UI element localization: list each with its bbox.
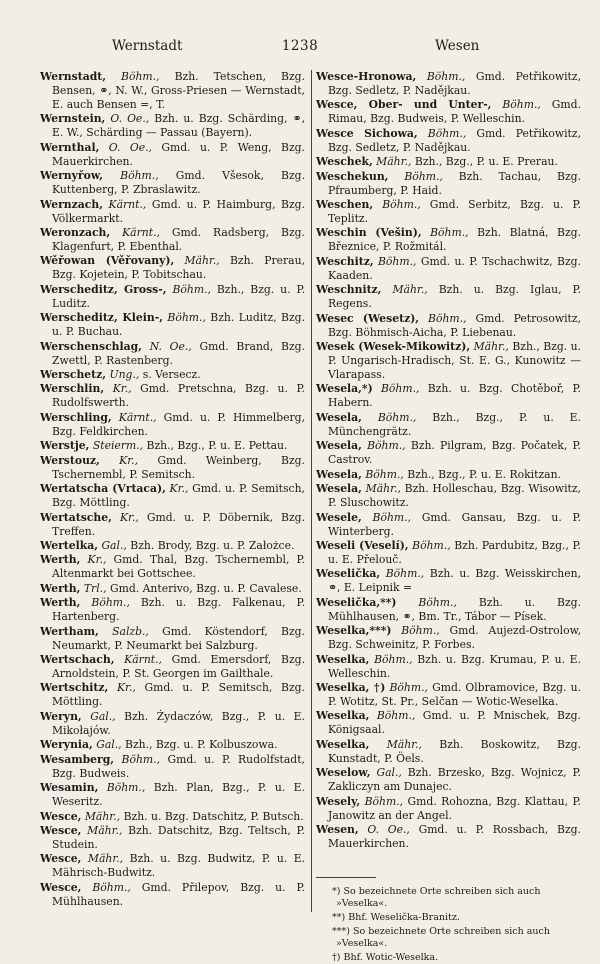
entry-region: Böhm., [378,254,417,268]
gazetteer-entry [40,553,305,581]
entry-region: Gal., [90,709,116,723]
gazetteer-entry [316,439,581,467]
entry-details: Gmd. u. P. Rudolfstadt, Bzg. Budweis. [52,752,305,780]
gazetteer-entry [316,511,581,539]
entry-region: Mähr., [376,155,412,169]
gazetteer-entry [316,738,581,766]
entry-headword: Wesamin, [40,781,99,795]
footnote: †) Bhf. Wotic-Weselka. [332,951,439,963]
gazetteer-entry [40,454,305,482]
entry-details: Gmd. u. P. Semitsch, Bzg. Möttling. [52,482,305,510]
footnote-divider [316,877,376,878]
entry-details: Bzh. u. Bzg. Iglau, P. Regens. [328,283,582,311]
gazetteer-entry [40,539,305,553]
entry-headword: Wernzach, [40,197,103,211]
page-number: 1238 [281,38,319,54]
right-column [316,70,581,964]
entry-details: Gmd. u. P. Rossbach, Bzg. Mauerkirchen. [328,823,581,850]
entry-details: Bzh. u. Bzg. Chotěboř, P. Habern. [328,382,581,410]
entry-details: Bzh. Luditz, Bzg. u. P. Buchau. [52,311,306,339]
entry-details: Gmd. Rimau, Bzg. Budweis, P. Welleschin. [328,98,582,126]
entry-headword: Wertschitz, [40,681,109,695]
entry-headword: Weseli (Veselí), [316,538,409,552]
entry-region: Böhm., [427,126,467,140]
entry-region: Kr., [169,482,189,496]
page-header [0,38,600,60]
footnote: **) Bhf. Weselička-Branitz. [332,911,460,923]
gazetteer-entry [40,881,305,909]
entry-headword: Werynia, [40,738,93,752]
entry-details: Bzh. Pilgram, Bzg. Počatek, P. Castrov. [328,439,581,467]
gazetteer-entry [40,625,305,653]
entry-details: Gmd. u. P. Weng, Bzg. Mauerkirchen. [52,140,305,168]
entry-region: Böhm., [364,794,404,808]
gazetteer-entry [316,198,581,226]
entry-region: Böhm., [367,439,406,453]
entry-details: Bzh. Blatná, Bzg. Březnice, P. Rožmitál. [328,226,582,254]
entry-details: Bzh. Boskowitz, Bzg. Kunstadt, P. Öels. [328,737,581,765]
entry-details: Bzh. u. Bzg. Falkenau, P. Hartenberg. [52,596,305,624]
gazetteer-entry [40,753,305,781]
entry-details: Gmd. Všesok, Bzg. Kuttenberg, P. Zbraslawitz. [52,169,306,197]
entry-headword: Wesce Sichowa, [316,126,418,140]
gazetteer-entry [40,653,305,681]
entry-details: Gmd. u. P. Mnischek, Bzg. Königsaal. [328,709,581,737]
entry-details: Gmd. Weinberg, Bzg. Tschernembl, P. Semitsch. [52,453,305,481]
entry-details: Gmd. Přilepov, Bzg. u. P. Mühlhausen. [52,880,305,908]
gazetteer-entry [40,810,305,824]
entry-region: Mähr., [365,482,401,496]
entry-headword: Wesele, [316,510,362,524]
gazetteer-entry [40,226,305,254]
entry-headword: Weselička, [316,567,381,581]
gazetteer-entry [40,738,305,752]
entry-region: O. Oe., [367,823,410,837]
gazetteer-entry [316,255,581,283]
entry-headword: Werstouz, [40,453,100,467]
entry-details: Gmd. Pretschna, Bzg. u. P. Rudolfswerth. [52,382,305,410]
entry-region: Steierm., [92,439,144,453]
entry-details: Gmd. u. P. Döbernik, Bzg. Treffen. [52,510,306,538]
entry-details: Bzh. Brody, Bzg. u. P. Założce. [126,538,295,552]
entry-region: Kr., [116,681,136,695]
entry-region: Böhm., [502,98,541,112]
entry-region: Böhm., [376,709,416,723]
entry-headword: Wesely, [316,794,361,808]
entry-headword: Werth, [40,596,81,610]
entry-details: Bzh. u. Bzg. Weisskirchen, ⚭, E. Leipnik = [328,567,581,595]
entry-region: Böhm., [428,311,467,325]
entry-region: Gal., [101,538,127,552]
entry-details: Gmd. Anterivo, Bzg. u. P. Cavalese. [106,581,302,595]
entry-region: N. Oe., [149,339,192,353]
gazetteer-entry [316,539,581,567]
gazetteer-entry [40,852,305,880]
gazetteer-entry [316,155,581,169]
entry-details: Gmd. u. P. Haimburg, Bzg. Völkermarkt. [52,197,306,225]
entry-details: Bzh., Bzg. u. P. Luditz. [52,282,305,310]
entry-headword: Wertatscha (Vrtaca), [40,482,166,496]
gazetteer-entry [40,368,305,382]
entry-headword: Wesamberg, [40,752,115,766]
entry-region: Gal., [376,766,402,780]
entry-details: Gmd. Aujezd-Ostrolow, Bzg. Schweinitz, P. Forbes. [328,624,582,652]
entry-details: Gmd. Thal, Bzg. Tschernembl, P. Altenmarkt bei Gottschee. [52,553,305,581]
entry-headword: Weschin (Vešin), [316,226,422,240]
entry-region: Mähr., [473,340,509,354]
entry-region: Kr., [119,453,139,467]
entry-headword: Werschling, [40,410,112,424]
entry-headword: Weselow, [316,766,371,780]
entry-region: Böhm., [120,169,159,183]
entry-region: Böhm., [365,467,404,481]
gazetteer-entry [40,824,305,852]
gazetteer-entry [40,112,305,140]
entry-region: Mähr., [87,852,124,866]
footnote: *) So bezeichnete Orte schreiben sich auch »Veselka«. [332,885,541,909]
entry-region: Mähr., [392,283,428,297]
entry-region: Böhm., [374,652,413,666]
entry-region: Böhm., [92,880,131,894]
gazetteer-entry [316,98,581,126]
gazetteer-entry [40,70,305,112]
entry-details: Bzh. Holleschau, Bzg. Wisowitz, P. Sluschowitz. [328,482,581,510]
entry-region: Böhm., [426,70,466,83]
gazetteer-entry [40,781,305,809]
entry-region: O. Oe., [108,140,152,154]
entry-region: Kr., [87,553,107,567]
header-right-word: Wesen [435,38,480,54]
entry-details: Bzh. u. Bzg. Mühlhausen, ⚭, Bm. Tr., Tábor — Písek. [328,595,582,623]
gazetteer-entry [40,141,305,169]
entry-region: Böhm., [372,510,412,524]
entry-details: Bzh., Bzg., P. u. E. Prerau. [411,155,558,169]
gazetteer-entry [40,681,305,709]
entry-region: Böhm., [404,169,443,183]
gazetteer-entry [40,198,305,226]
entry-headword: Weronzach, [40,225,111,239]
entry-details: Bzh. Pardubitz, Bzg., P. u. E. Přelouč. [328,538,581,566]
entry-headword: Weselka,***) [316,624,392,638]
entry-headword: Wertelka, [40,538,98,552]
entry-headword: Wesce, [40,852,82,866]
entry-region: Böhm., [412,538,451,552]
entry-details: Bzh. Żydaczów, Bzg., P. u. E. Mikołajów. [52,709,305,737]
gazetteer-entry [316,226,581,254]
entry-headword: Weselka, †) [316,680,386,694]
gazetteer-entry [316,823,581,851]
gazetteer-entry [40,582,305,596]
entry-region: Böhm., [430,226,469,240]
entry-region: Böhm., [389,680,428,694]
gazetteer-entry [316,709,581,737]
gazetteer-entry [40,511,305,539]
gazetteer-entry [40,283,305,311]
entry-region: Böhm., [382,198,421,212]
entry-region: Böhm., [91,596,130,610]
entry-headword: Wesela,*) [316,382,373,396]
entry-headword: Wertatsche, [40,510,112,524]
entry-details: Bzh. Tetschen, Bzg. Bensen, ⚭, N. W., Gross-Priesen — Wernstadt, E. auch Bensen =, T. [52,70,305,111]
entry-details: Bzh., Bzg. u. P. Ungarisch-Hradisch, St. E. G., Kunowitz — Vlarapass. [328,340,581,382]
entry-details: Gmd. u. P. Himmelberg, Bzg. Feldkirchen. [52,410,306,438]
entry-headword: Wertham, [40,624,99,638]
entry-headword: Werscheditz, Gross-, [40,282,167,296]
entry-details: Bzh., Bzg., P. u. E. Rokitzan. [403,467,561,481]
gazetteer-entry [316,766,581,794]
entry-region: Böhm., [121,70,160,83]
entry-region: Böhm., [377,410,417,424]
gazetteer-entry [316,127,581,155]
entry-details: Gmd. Radsberg, Bzg. Klagenfurt, P. Ebenthal. [52,225,305,253]
entry-headword: Weschnitz, [316,283,382,297]
entry-region: Kärnt., [108,197,147,211]
gazetteer-entry [40,710,305,738]
gazetteer-entry [316,411,581,439]
entry-region: Mähr., [386,737,422,751]
entry-details: Gmd. Emersdorf, Bzg. Arnoldstein, P. St. Georgen im Gailthale. [52,653,305,681]
entry-details: Bzh. u. Bzg. Krumau, P. u. E. Welleschin. [328,652,581,680]
entry-region: Böhm., [418,595,457,609]
entry-headword: Wernstein, [40,112,106,126]
entry-details: Gmd. Brand, Bzg. Zwettl, P. Rastenberg. [52,339,305,367]
entry-headword: Werscheditz, Klein-, [40,311,163,325]
gazetteer-entry [40,254,305,282]
entry-headword: Werschlin, [40,382,105,396]
entry-region: Trl., [83,581,107,595]
entry-details: Gmd. Rohozna, Bzg. Klattau, P. Janowitz an der Angel. [328,794,581,822]
entry-details: Bzh. Plan, Bzg., P. u. E. Weseritz. [52,781,305,809]
gazetteer-entry [316,795,581,823]
entry-details: Gmd. Olbramovice, Bzg. u. P. Wotitz, St. Pr., Selčan — Wotic-Weselka. [328,680,581,708]
entry-region: Salzb., [112,624,149,638]
entry-region: Böhm., [106,781,146,795]
entry-headword: Werth, [40,553,81,567]
entry-headword: Wesek (Wesek-Mikowitz), [316,340,471,354]
entry-headword: Wesela, [316,467,362,481]
entry-region: Kärnt., [122,225,160,239]
entry-region: Kr., [119,510,139,524]
gazetteer-entry [40,311,305,339]
entry-region: Gal., [96,738,122,752]
gazetteer-entry [316,624,581,652]
entry-details: Gmd. Petrosowitz, Bzg. Böhmisch-Aicha, P. Liebenau. [328,311,581,339]
gazetteer-entry [40,382,305,410]
footnote: ***) So bezeichnete Orte schreiben sich auch »Veselka«. [332,925,550,949]
entry-headword: Wesce-Hronowa, [316,70,417,83]
entry-headword: Wesen, [316,823,359,837]
entry-region: O. Oe., [110,112,150,126]
gazetteer-entry [316,653,581,681]
entry-details: Bzh. u. Bzg. Budwitz, P. u. E. Mährisch-Budwitz. [52,852,306,880]
entry-headword: Weselka, [316,737,370,751]
entry-headword: Wesce, [40,809,82,823]
gazetteer-entry [40,439,305,453]
gazetteer-entry [316,567,581,595]
entry-headword: Wernthal, [40,140,100,154]
entry-details: Bzh., Bzg., P. u. E. Münchengrätz. [328,410,581,438]
entry-region: Böhm., [167,311,206,325]
header-left-word: Wernstadt [112,38,183,54]
entry-region: Böhm., [380,382,420,396]
entry-details: Gmd. Petřikowitz, Bzg. Sedletz, P. Nadějkau. [328,70,582,97]
entry-region: Böhm., [401,624,440,638]
entry-details: Gmd. Serbitz, Bzg. u. P. Teplitz. [328,198,581,226]
entry-headword: Weschen, [316,198,374,212]
entry-details: Bzh. Tachau, Bzg. Pfraumberg, P. Haid. [328,169,581,197]
gazetteer-entry [40,411,305,439]
entry-headword: Wesela, [316,482,362,496]
entry-headword: Wesela, [316,439,362,453]
gazetteer-entry [316,283,581,311]
entry-details: Gmd. Petřikowitz, Bzg. Sedletz, P. Nadějkau. [328,126,582,154]
entry-details: Bzh. u. Bzg. Schärding, ⚭, E. W., Schärding — Passau (Bayern). [52,112,305,140]
entry-headword: Weschekun, [316,169,389,183]
entry-region: Mähr., [87,824,123,838]
entry-headword: Wesce, [40,880,82,894]
entry-details: Gmd. Köstendorf, Bzg. Neumarkt, P. Neumarkt bei Salzburg. [52,624,305,652]
entry-details: Gmd. Gansau, Bzg. u. P. Winterberg. [328,510,582,538]
entry-headword: Wesela, [316,410,362,424]
entry-region: Ung., [109,368,140,382]
entry-headword: Wernyřow, [40,169,103,183]
entry-headword: Werstje, [40,439,90,453]
entry-region: Mähr., [184,254,220,268]
entry-headword: Wěřowan (Věřovany), [40,254,175,268]
entry-details: s. Versecz. [139,368,201,382]
gazetteer-entry [316,382,581,410]
entry-region: Böhm., [121,752,161,766]
entry-details: Bzh., Bzg., P. u. E. Pettau. [143,439,288,453]
entry-region: Böhm., [385,567,425,581]
entry-headword: Wernstadt, [40,70,107,83]
entry-headword: Wertschach, [40,653,115,667]
entry-region: Kärnt., [118,410,157,424]
entry-headword: Werth, [40,581,81,595]
entry-headword: Wesce, Ober- und Unter-, [316,98,492,112]
gazetteer-entry [316,170,581,198]
entry-details: Bzh. Prerau, Bzg. Kojetein, P. Tobitschau. [52,254,306,282]
entry-details: Bzh. Brzesko, Bzg. Wojnicz, P. Zakliczyn am Dunajec. [328,766,581,794]
entry-region: Kr., [112,382,132,396]
footnotes [316,886,581,964]
gazetteer-entry [316,681,581,709]
entry-region: Böhm., [172,282,211,296]
entry-details: Bzh., Bzg. u. P. Kolbuszowa. [121,738,278,752]
entry-headword: Weselka, [316,709,370,723]
left-column [40,70,312,912]
entry-details: Gmd. u. P. Semitsch, Bzg. Möttling. [52,681,305,709]
entry-details: Gmd. u. P. Tschachwitz, Bzg. Kaaden. [328,254,582,282]
gazetteer-entry [316,312,581,340]
entry-headword: Wesce, [40,824,82,838]
entry-headword: Weryn, [40,709,82,723]
gazetteer-entry [316,340,581,382]
gazetteer-entry [40,169,305,197]
gazetteer-entry [40,482,305,510]
gazetteer-entry [316,468,581,482]
gazetteer-entry [40,596,305,624]
entry-region: Mähr., [84,809,121,823]
entry-region: Kärnt., [124,653,162,667]
entry-headword: Weschek, [316,155,373,169]
entry-details: Bzh. Datschitz, Bzg. Teltsch, P. Studein. [52,824,305,851]
entry-headword: Weselička,**) [316,595,397,609]
entry-headword: Wesec (Wesetz), [316,311,420,325]
gazetteer-entry [40,340,305,368]
entry-details: Bzh. u. Bzg. Datschitz, P. Butsch. [120,809,304,823]
entry-headword: Weschitz, [316,254,374,268]
gazetteer-entry [316,70,581,98]
entry-headword: Werschenschlag, [40,339,142,353]
entry-headword: Weselka, [316,652,370,666]
gazetteer-entry [316,596,581,624]
gazetteer-entry [316,482,581,510]
entry-headword: Werschetz, [40,368,107,382]
